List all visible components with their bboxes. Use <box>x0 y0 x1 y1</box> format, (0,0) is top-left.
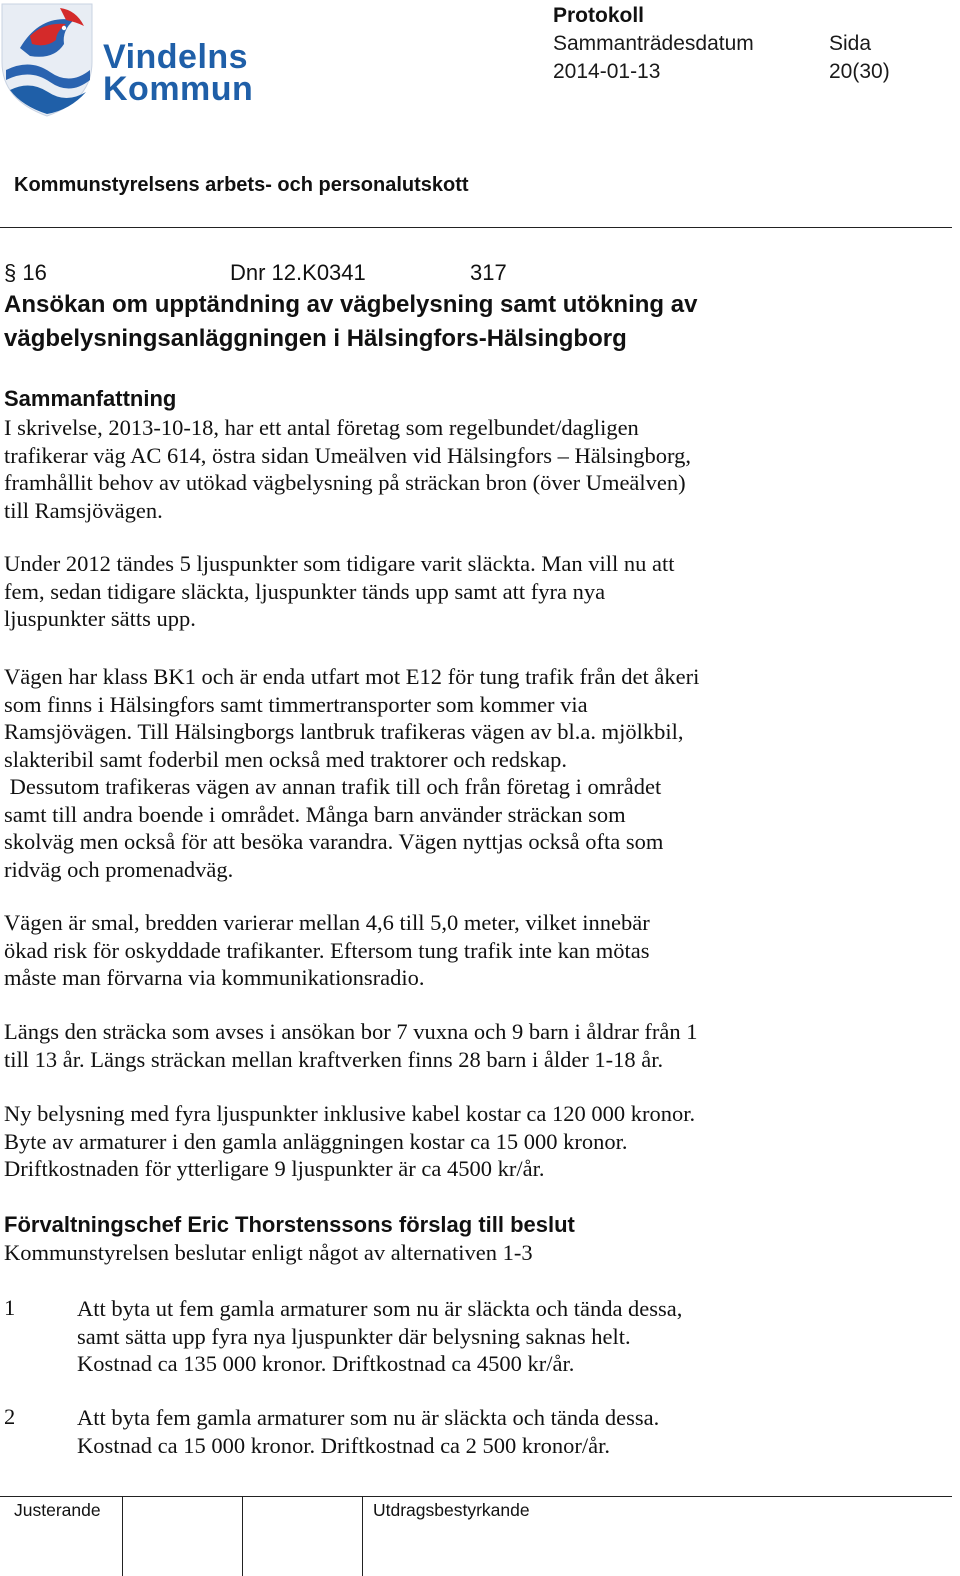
text-line: Längs den sträcka som avses i ansökan bor 7 vuxna och 9 barn i åldrar från 1 <box>4 1019 698 1044</box>
section-number: § 16 <box>4 260 47 285</box>
text-line: Byte av armaturer i den gamla anläggningen kostar ca 15 000 kronor. <box>4 1128 628 1154</box>
text-line: till Ramsjövägen. <box>4 497 163 523</box>
text-line: framhållit behov av utökad vägbelysning på sträckan bron (över Umeälven) <box>4 470 686 495</box>
text-line: fem, sedan tidigare släckta, ljuspunkter tänds upp samt att fyra nya <box>4 578 606 604</box>
alternative-number: 1 <box>4 1295 16 1320</box>
paragraph <box>4 414 864 524</box>
text-line: Vägen är smal, bredden varierar mellan 4,6 till 5,0 meter, vilket innebär <box>4 910 650 935</box>
text-line: Att byta fem gamla armaturer som nu är släckta och tända dessa. <box>77 1405 660 1430</box>
text-line: ökad risk för oskyddade trafikanter. Eftersom tung trafik inte kan mötas <box>4 937 650 963</box>
case-number: 317 <box>470 260 507 285</box>
alternative-text <box>77 1295 682 1378</box>
text-line: I skrivelse, 2013-10-18, har ett antal företag som regelbundet/dagligen <box>4 415 639 440</box>
doc-type: Protokoll <box>553 4 645 27</box>
case-title-line-1: Ansökan om upptändning av vägbelysning samt utökning av <box>4 291 698 318</box>
text-line: Dessutom trafikeras vägen av annan trafik till och från företag i området <box>4 774 662 799</box>
text-line: Under 2012 tändes 5 ljuspunkter som tidigare varit släckta. Man vill nu att <box>4 551 675 576</box>
summary-heading: Sammanfattning <box>4 386 177 411</box>
footer-column-divider <box>242 1497 243 1576</box>
text-line: måste man förvarna via kommunikationsradio. <box>4 965 425 990</box>
paragraph <box>4 1100 864 1183</box>
committee-name: Kommunstyrelsens arbets- och personalutskott <box>14 174 469 196</box>
alternative-text <box>77 1404 659 1459</box>
justerande-label: Justerande <box>14 1500 101 1520</box>
text-line: Kostnad ca 135 000 kronor. Driftkostnad ca 4500 kr/år. <box>77 1351 575 1376</box>
footer-divider <box>0 1496 952 1497</box>
footer-column-divider <box>362 1497 363 1576</box>
paragraph <box>4 663 864 883</box>
page-label: Sida <box>829 32 872 55</box>
utdragsbestyrkande-label: Utdragsbestyrkande <box>373 1500 530 1520</box>
paragraph <box>4 909 864 992</box>
text-line: Ramsjövägen. Till Hälsingborgs lantbruk trafikeras vägen av bl.a. mjölkbil, <box>4 719 684 744</box>
alternative-number: 2 <box>4 1404 16 1429</box>
text-line: samt till andra boende i området. Många barn använder sträckan som <box>4 801 626 827</box>
text-line: ridväg och promenadväg. <box>4 856 234 882</box>
paragraph <box>4 550 864 633</box>
text-line: som finns i Hälsingfors samt timmertransporter som kommer via <box>4 691 588 717</box>
case-title-line-2: vägbelysningsanläggningen i Hälsingfors-Hälsingborg <box>4 325 627 352</box>
text-line: till 13 år. Längs sträckan mellan kraftverken finns 28 barn i ålder 1-18 år. <box>4 1046 664 1072</box>
text-line: samt sätta upp fyra nya ljuspunkter där belysning saknas helt. <box>77 1323 631 1349</box>
date-value: 2014-01-13 <box>553 60 661 83</box>
page-value: 20(30) <box>829 60 890 83</box>
dnr: Dnr 12.K0341 <box>230 260 366 285</box>
footer-column-divider <box>122 1497 123 1576</box>
text-line: Vägen har klass BK1 och är enda utfart mot E12 för tung trafik från det åkeri <box>4 664 700 689</box>
logo-text-line1: Vindelns <box>103 38 249 76</box>
logo-text-line2: Kommun <box>103 70 254 108</box>
text-line: ljuspunkter sätts upp. <box>4 606 196 631</box>
text-line: skolväg men också för att besöka varandra. Vägen nyttjas också ofta som <box>4 829 664 854</box>
header-divider <box>0 227 952 228</box>
proposal-heading: Förvaltningschef Eric Thorstenssons förslag till beslut <box>4 1212 575 1237</box>
text-line: Kostnad ca 15 000 kronor. Driftkostnad ca 2 500 kronor/år. <box>77 1432 611 1458</box>
proposal-intro: Kommunstyrelsen beslutar enligt något av alternativen 1-3 <box>4 1240 533 1265</box>
paragraph <box>4 1018 864 1073</box>
text-line: Driftkostnaden för ytterligare 9 ljuspunkter är ca 4500 kr/år. <box>4 1156 545 1181</box>
text-line: trafikerar väg AC 614, östra sidan Umeälven vid Hälsingfors – Hälsingborg, <box>4 442 691 468</box>
text-line: Ny belysning med fyra ljuspunkter inklusive kabel kostar ca 120 000 kronor. <box>4 1101 696 1126</box>
text-line: slakteribil samt foderbil men också med traktorer och redskap. <box>4 746 567 772</box>
date-label: Sammanträdesdatum <box>553 32 754 55</box>
text-line: Att byta ut fem gamla armaturer som nu är släckta och tända dessa, <box>77 1296 683 1321</box>
municipality-logo <box>0 0 254 118</box>
